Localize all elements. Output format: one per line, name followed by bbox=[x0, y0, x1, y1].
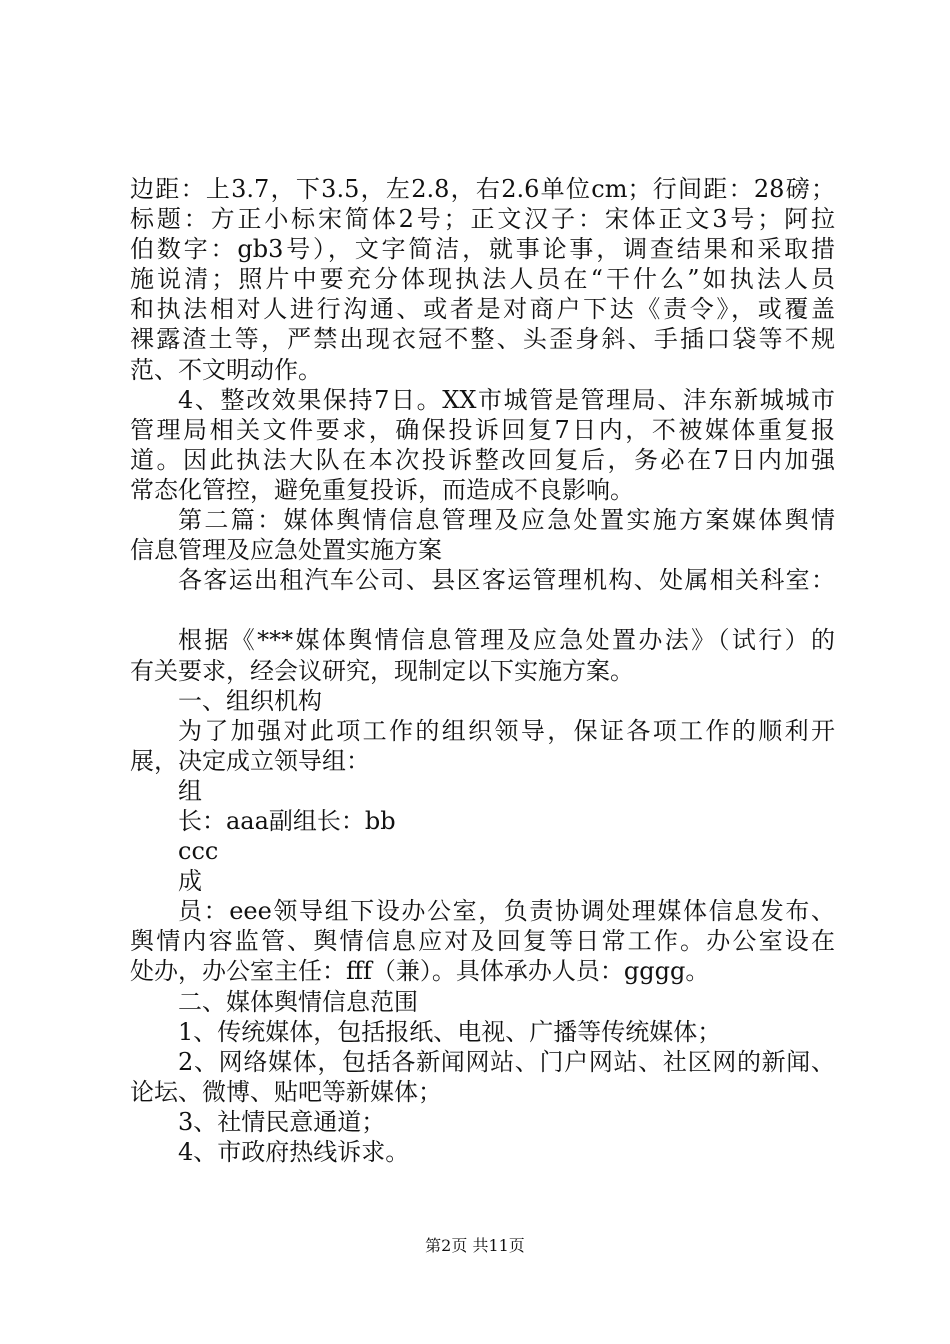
body-line: 施说清；照片中要充分体现执法人员在“干什么”如执法人员 bbox=[130, 265, 835, 294]
body-line: 根据《***媒体舆情信息管理及应急处置办法》（试行）的 bbox=[178, 626, 835, 655]
body-line: 边距：上3.7，下3.5，左2.8，右2.6单位cm；行间距：28磅； bbox=[130, 175, 835, 203]
list-item: 论坛、微博、贴吧等新媒体； bbox=[130, 1077, 442, 1106]
body-line: 舆情内容监管、舆情信息应对及回复等日常工作。办公室设在 bbox=[130, 927, 835, 956]
body-line: 有关要求，经会议研究，现制定以下实施方案。 bbox=[130, 656, 634, 685]
body-line: 范、不文明动作。 bbox=[130, 355, 322, 384]
body-line: 为了加强对此项工作的组织领导，保证各项工作的顺利开 bbox=[178, 716, 835, 745]
list-item: 2、网络媒体，包括各新闻网站、门户网站、社区网的新闻、 bbox=[178, 1047, 835, 1076]
body-line: 伯数字：gb3号），文字简洁，就事论事，调查结果和采取措 bbox=[130, 235, 835, 264]
list-item: 4、市政府热线诉求。 bbox=[178, 1138, 410, 1166]
blank-line bbox=[130, 595, 835, 625]
body-line: 组 bbox=[178, 776, 202, 805]
list-item: 1、传统媒体，包括报纸、电视、广播等传统媒体； bbox=[178, 1017, 722, 1046]
body-line: 管理局相关文件要求，确保投诉回复7日内，不被媒体重复报 bbox=[130, 415, 835, 444]
body-line: 标题：方正小标宋简体2号；正文汉子：宋体正文3号；阿拉 bbox=[130, 205, 835, 234]
body-line: 道。因此执法大队在本次投诉整改回复后，务必在7日内加强 bbox=[130, 445, 835, 474]
body-line: 成 bbox=[178, 867, 202, 896]
heading-line: 二、媒体舆情信息范围 bbox=[178, 987, 418, 1016]
addressee-line: 各客运出租汽车公司、县区客运管理机构、处属相关科室： bbox=[178, 566, 835, 595]
section-heading: 第二篇：媒体舆情信息管理及应急处置实施方案媒体舆情 bbox=[178, 506, 835, 535]
page-number-footer: 第2页 共11页 bbox=[425, 1236, 525, 1255]
document-body bbox=[130, 174, 835, 1167]
list-item: 3、社情民意通道； bbox=[178, 1107, 386, 1136]
body-line: 裸露渣土等，严禁出现衣冠不整、头歪身斜、手插口袋等不规 bbox=[130, 325, 835, 354]
body-line: 4、整改效果保持7日。XX市城管是管理局、沣东新城城市 bbox=[178, 385, 835, 414]
heading-line: 一、组织机构 bbox=[178, 686, 322, 715]
body-line: 常态化管控，避免重复投诉，而造成不良影响。 bbox=[130, 475, 634, 504]
section-heading: 信息管理及应急处置实施方案 bbox=[130, 536, 442, 565]
body-line: 员：eee领导组下设办公室，负责协调处理媒体信息发布、 bbox=[178, 897, 835, 926]
body-line: 长：aaa副组长：bb bbox=[178, 806, 396, 835]
body-line: 处办，办公室主任：fff（兼）。具体承办人员：gggg。 bbox=[130, 957, 710, 986]
body-line: ccc bbox=[178, 837, 219, 866]
body-line: 和执法相对人进行沟通、或者是对商户下达《责令》，或覆盖 bbox=[130, 295, 835, 324]
body-line: 展，决定成立领导组： bbox=[130, 746, 370, 775]
